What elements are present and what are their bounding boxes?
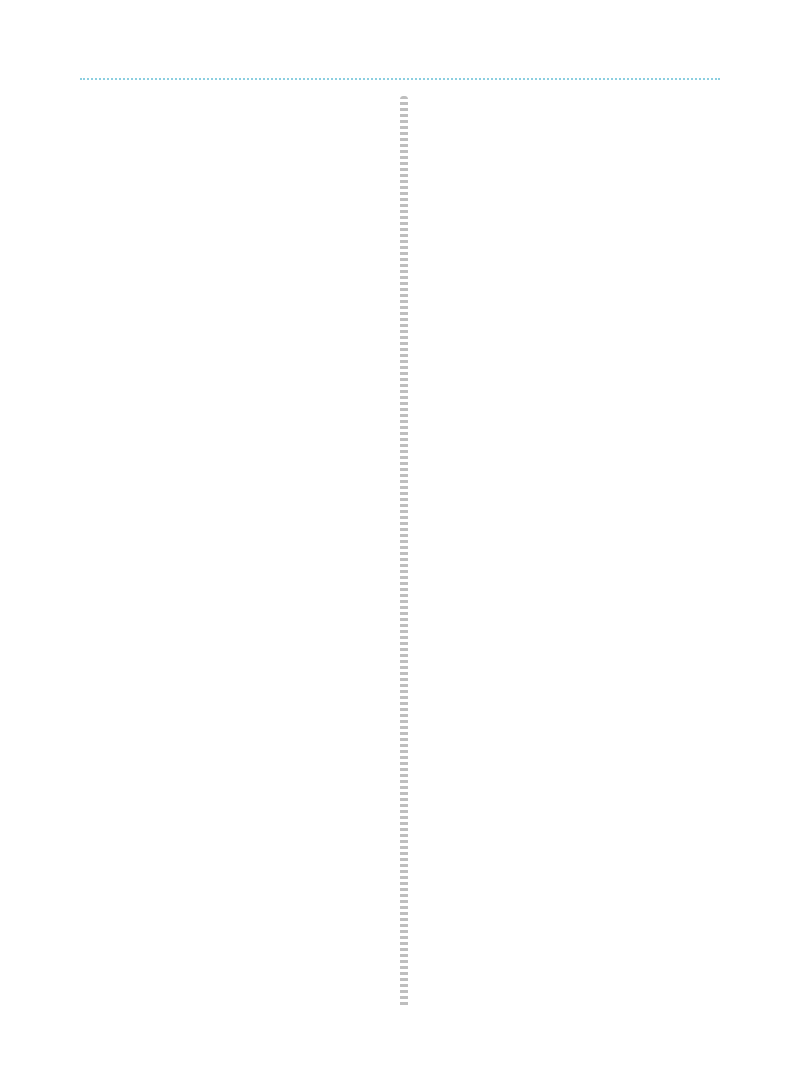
column-divider bbox=[400, 96, 408, 1008]
header-rule bbox=[80, 78, 720, 80]
